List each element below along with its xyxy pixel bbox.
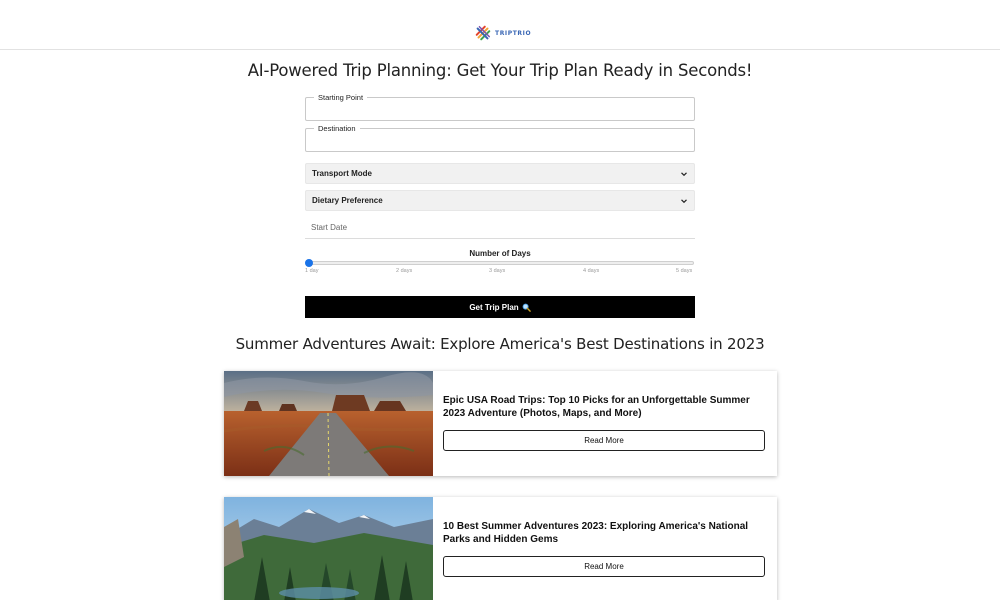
get-trip-plan-button[interactable] (305, 296, 695, 318)
starting-point-input[interactable] (305, 93, 695, 121)
chevron-down-icon (679, 196, 689, 206)
article-card[interactable] (224, 497, 777, 600)
number-of-days-label: Number of Days (469, 249, 531, 258)
logo-text: TRIPTRIO (495, 29, 532, 37)
slider-tick-label: 1 day (305, 268, 319, 274)
logo[interactable] (474, 23, 531, 43)
site-header (0, 0, 1000, 50)
triptrio-logo-icon (474, 24, 492, 42)
slider-tick-label: 4 days (583, 268, 600, 274)
starting-point-label: Starting Point (314, 93, 367, 103)
get-trip-plan-label: Get Trip Plan (469, 302, 519, 312)
magnifier-icon (522, 303, 531, 312)
article-title[interactable]: Epic USA Road Trips: Top 10 Picks for an Unforgettable Summer 2023 Adventure (Photos, Maps, and More) (443, 395, 750, 419)
transport-mode-select[interactable] (305, 163, 695, 184)
desert-road-image (224, 371, 433, 476)
article-title[interactable]: 10 Best Summer Adventures 2023: Exploring America's National Parks and Hidden Gems (443, 521, 749, 545)
destination-input[interactable] (305, 124, 695, 152)
start-date-input[interactable]: Start Date (305, 218, 695, 239)
page-title: AI-Powered Trip Planning: Get Your Trip Plan Ready in Seconds! (247, 61, 753, 80)
mountain-park-image (224, 497, 433, 600)
dietary-preference-select[interactable] (305, 190, 695, 211)
days-slider-thumb[interactable] (305, 259, 313, 267)
slider-tick-label: 2 days (396, 268, 413, 274)
destination-label: Destination (314, 124, 360, 134)
chevron-down-icon (679, 169, 689, 179)
article-card[interactable] (224, 371, 777, 476)
section-title: Summer Adventures Await: Explore America's Best Destinations in 2023 (235, 335, 765, 353)
read-more-button[interactable]: Read More (443, 556, 765, 577)
slider-tick-label: 5 days (676, 268, 693, 274)
dietary-preference-value: Dietary Preference (312, 196, 383, 205)
days-slider-track[interactable] (309, 261, 694, 265)
read-more-button[interactable]: Read More (443, 430, 765, 451)
transport-mode-value: Transport Mode (312, 169, 373, 178)
slider-tick-label: 3 days (489, 268, 506, 274)
